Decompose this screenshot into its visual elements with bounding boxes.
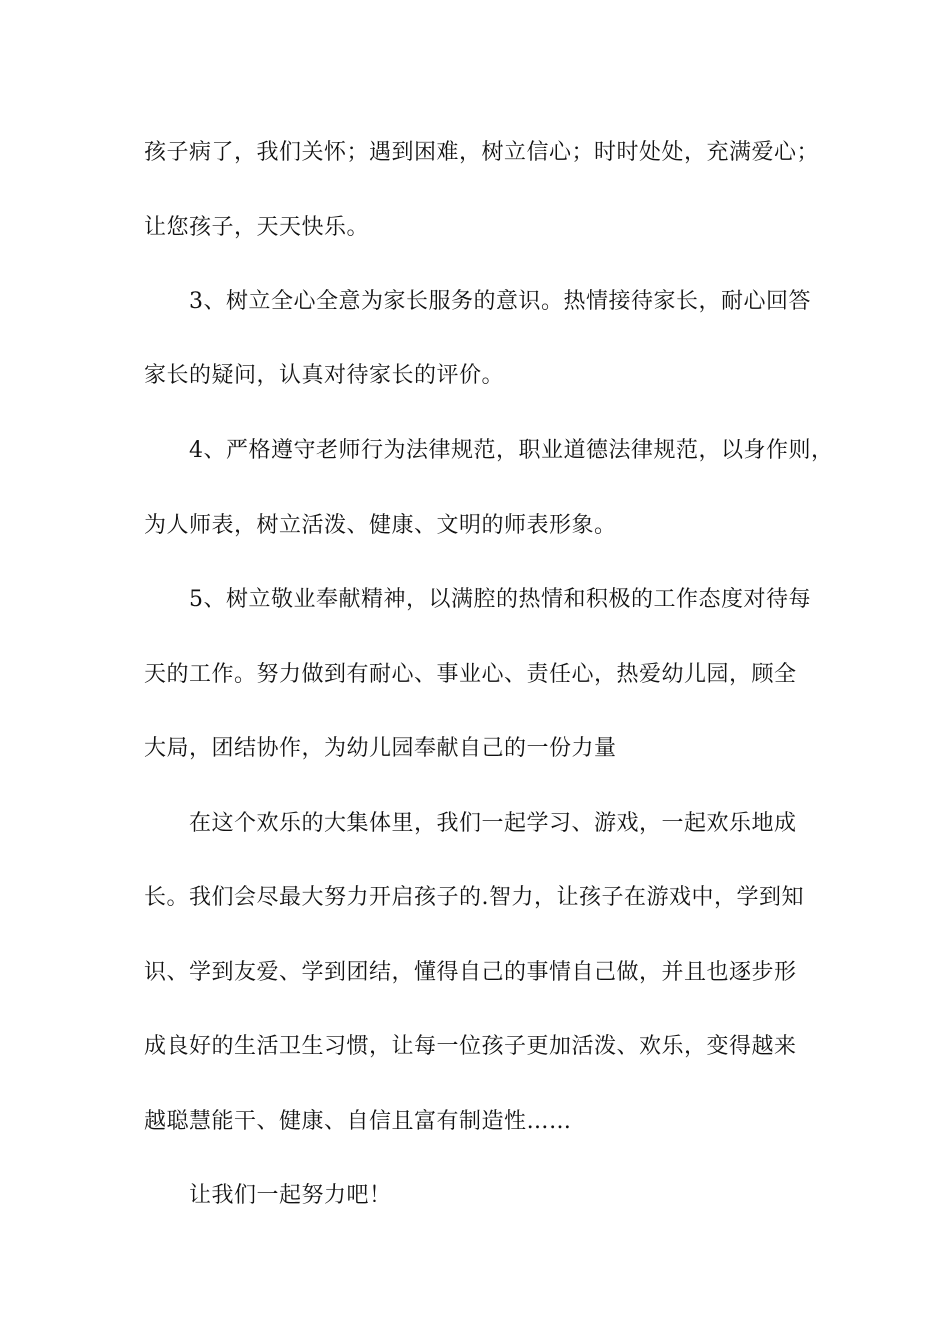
text-line: 3、树立全心全意为家长服务的意识。热情接待家长，耐心回答 — [189, 289, 811, 314]
text-line: 孩子病了，我们关怀；遇到困难，树立信心；时时处处，充满爱心； — [144, 140, 820, 165]
text-line: 成良好的生活卫生习惯，让每一位孩子更加活泼、欢乐，变得越来 — [144, 1034, 797, 1059]
text-line: 为人师表，树立活泼、健康、文明的师表形象。 — [144, 513, 617, 538]
text-line: 识、学到友爱、学到团结，懂得自己的事情自己做，并且也逐步形 — [144, 960, 797, 985]
text-line: 5、树立敬业奉献精神，以满腔的热情和积极的工作态度对待每 — [189, 587, 811, 612]
text-line: 4、严格遵守老师行为法律规范，职业道德法律规范，以身作则， — [189, 438, 834, 463]
text-line: 越聪慧能干、健康、自信且富有制造性…… — [144, 1109, 572, 1134]
text-line: 在这个欢乐的大集体里，我们一起学习、游戏，一起欢乐地成 — [189, 811, 797, 836]
text-line: 大局，团结协作，为幼儿园奉献自己的一份力量 — [144, 736, 617, 761]
text-line: 让您孩子，天天快乐。 — [144, 215, 370, 240]
text-line: 天的工作。努力做到有耐心、事业心、责任心，热爱幼儿园，顾全 — [144, 662, 797, 687]
text-line: 家长的疑问，认真对待家长的评价。 — [144, 363, 505, 388]
text-line: 长。我们会尽最大努力开启孩子的.智力，让孩子在游戏中，学到知 — [144, 885, 804, 910]
text-line: 让我们一起努力吧！ — [189, 1183, 392, 1208]
